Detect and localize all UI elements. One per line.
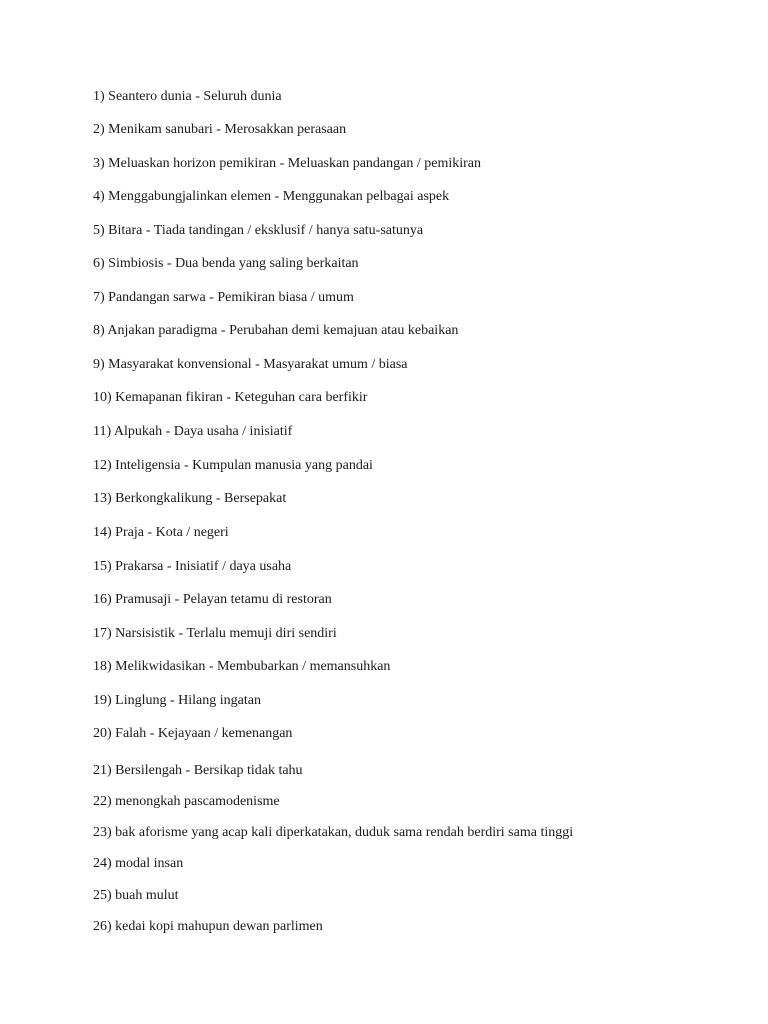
- list-item: 18) Melikwidasikan - Membubarkan / memansuhkan: [93, 659, 391, 674]
- list-item: 1) Seantero dunia - Seluruh dunia: [93, 89, 282, 104]
- list-item: 14) Praja - Kota / negeri: [93, 525, 229, 540]
- list-item: 22) menongkah pascamodenisme: [93, 794, 280, 809]
- list-item: 25) buah mulut: [93, 888, 179, 903]
- list-item: 4) Menggabungjalinkan elemen - Menggunakan pelbagai aspek: [93, 189, 450, 204]
- list-item: 3) Meluaskan horizon pemikiran - Meluaskan pandangan / pemikiran: [93, 156, 481, 171]
- list-item: 11) Alpukah - Daya usaha / inisiatif: [93, 424, 293, 439]
- list-item: 10) Kemapanan fikiran - Keteguhan cara berfikir: [93, 390, 368, 405]
- list-item: 2) Menikam sanubari - Merosakkan perasaan: [93, 122, 347, 137]
- list-item: 17) Narsisistik - Terlalu memuji diri sendiri: [93, 626, 337, 641]
- list-item: 20) Falah - Kejayaan / kemenangan: [93, 726, 293, 741]
- list-item: 6) Simbiosis - Dua benda yang saling berkaitan: [93, 256, 359, 271]
- list-item: 7) Pandangan sarwa - Pemikiran biasa / umum: [93, 290, 354, 305]
- list-item: 24) modal insan: [93, 856, 184, 871]
- list-item: 15) Prakarsa - Inisiatif / daya usaha: [93, 559, 292, 574]
- list-item: 13) Berkongkalikung - Bersepakat: [93, 491, 287, 506]
- list-item: 23) bak aforisme yang acap kali diperkatakan, duduk sama rendah berdiri sama tinggi: [93, 825, 574, 840]
- list-item: 21) Bersilengah - Bersikap tidak tahu: [93, 763, 303, 778]
- list-item: 8) Anjakan paradigma - Perubahan demi kemajuan atau kebaikan: [93, 323, 459, 338]
- list-item: 19) Linglung - Hilang ingatan: [93, 693, 261, 708]
- list-item: 5) Bitara - Tiada tandingan / eksklusif / hanya satu-satunya: [93, 223, 424, 238]
- list-item: 12) Inteligensia - Kumpulan manusia yang pandai: [93, 458, 373, 473]
- list-item: 9) Masyarakat konvensional - Masyarakat umum / biasa: [93, 357, 408, 372]
- list-item: 16) Pramusaji - Pelayan tetamu di restoran: [93, 592, 332, 607]
- list-item: 26) kedai kopi mahupun dewan parlimen: [93, 919, 323, 934]
